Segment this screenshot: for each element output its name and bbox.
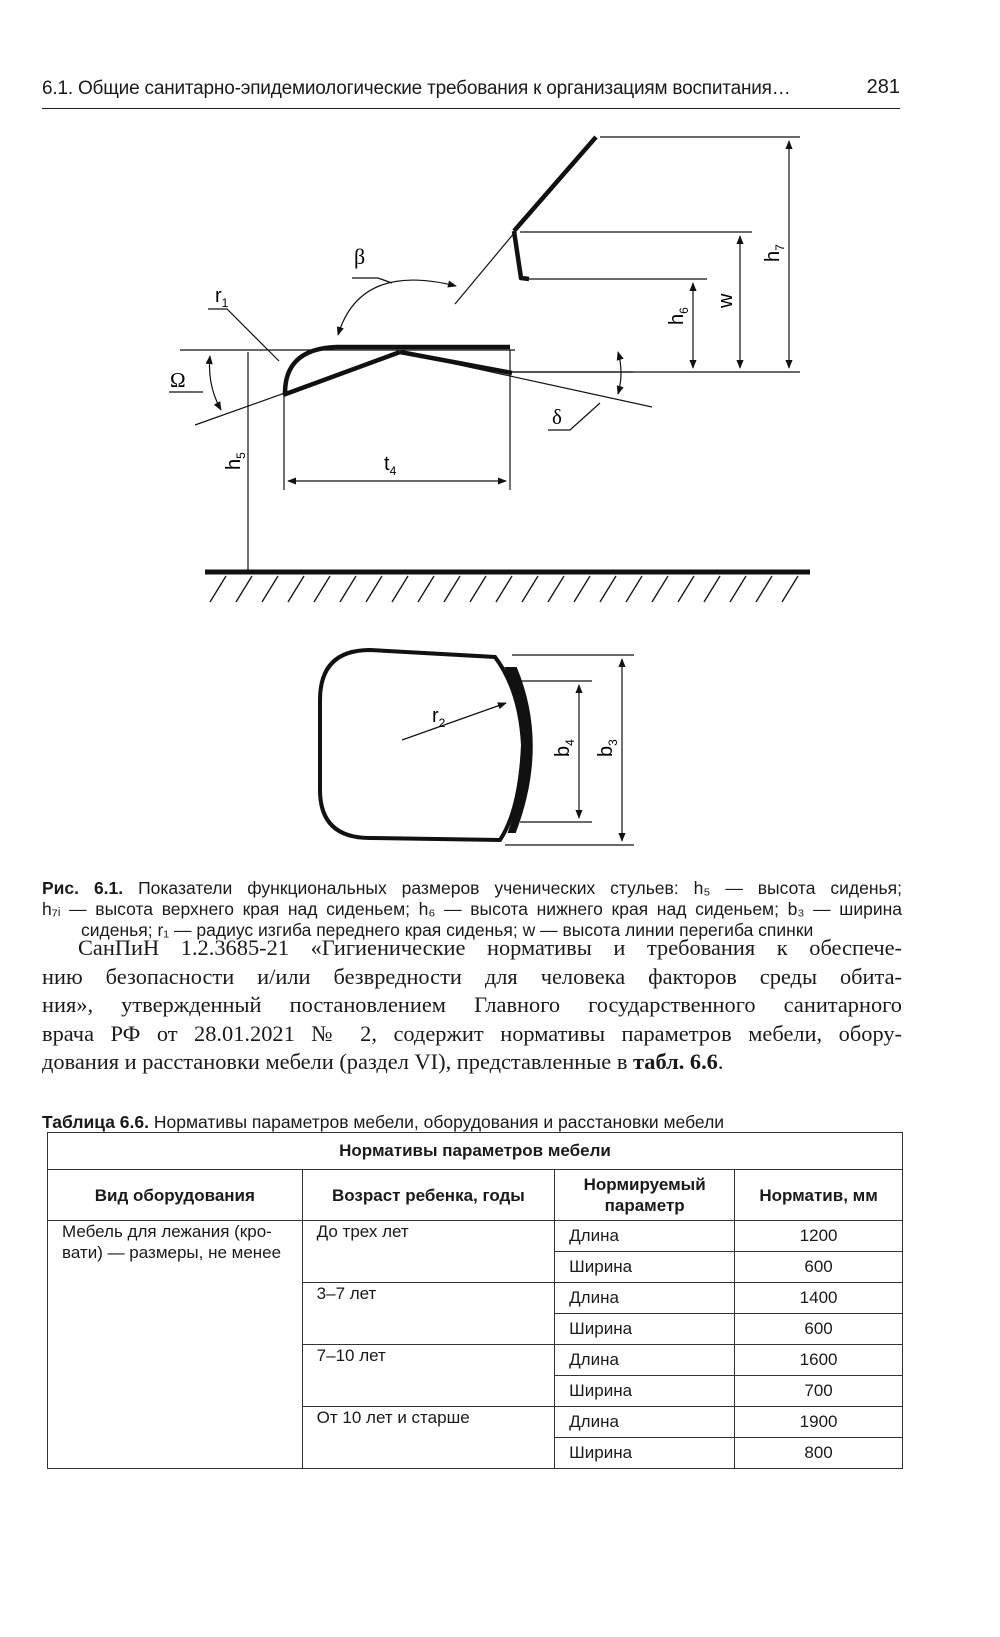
caption-line-1: Рис. 6.1. Показатели функциональных размеров ученических стульев: h₅ — высота сиденья; [42, 878, 902, 898]
parameter-cell: Длина [555, 1345, 735, 1376]
beta-label: β [354, 244, 366, 269]
top-view-drawing [320, 650, 634, 845]
body-line-1: СанПиН 1.2.3685-21 «Гигиенические нормативы и требования к обеспече- [78, 935, 902, 960]
norm-value-cell: 600 [735, 1314, 903, 1345]
parameter-cell: Длина [555, 1221, 735, 1252]
body-line-5: дования и расстановки мебели (раздел VI), представленные в табл. 6.6. [42, 1049, 724, 1074]
b4-label: $b_4$ [552, 739, 577, 757]
norm-value-cell: 700 [735, 1376, 903, 1407]
page-number: 281 [866, 76, 900, 98]
column-header-parameter: Нормируемый параметр [555, 1170, 735, 1221]
table-group-header-row [48, 1133, 903, 1170]
equipment-cell: Мебель для лежания (кро-вати) — размеры, не менее [48, 1221, 303, 1469]
furniture-norms-table [47, 1132, 903, 1469]
table-row [48, 1221, 903, 1252]
figure-caption [42, 878, 902, 941]
beta-leader [352, 278, 392, 283]
delta-arc [618, 352, 621, 394]
body-line-4: врача РФ от 28.01.2021 № 2, содержит нормативы параметров мебели, обору- [42, 1020, 902, 1046]
w-label: w [715, 293, 737, 308]
seat-front-radius [285, 347, 336, 395]
backrest-extension [455, 232, 515, 304]
r2-radius-arrow [402, 703, 506, 740]
table-header-row [48, 1170, 903, 1221]
parameter-cell: Длина [555, 1407, 735, 1438]
age-cell: 3–7 лет [302, 1283, 555, 1345]
parameter-cell: Ширина [555, 1314, 735, 1345]
table-group-header: Нормативы параметров мебели [48, 1133, 903, 1170]
norm-value-cell: 1200 [735, 1221, 903, 1252]
table-caption-label: Таблица 6.6. [42, 1112, 149, 1132]
norm-value-cell: 1400 [735, 1283, 903, 1314]
parameter-cell: Длина [555, 1283, 735, 1314]
norm-value-cell: 1600 [735, 1345, 903, 1376]
beta-arc [338, 280, 456, 335]
body-line-2: нию безопасности и/или безвредности для человека факторов среды обита- [42, 963, 902, 989]
r2-label: $r_2$ [432, 705, 446, 730]
floor-hatching [210, 576, 798, 602]
age-cell: До трех лет [302, 1221, 555, 1283]
delta-slope-line [400, 352, 652, 407]
seat-back-edge [506, 668, 532, 832]
omega-label: Ω [170, 368, 186, 392]
norm-value-cell: 1900 [735, 1407, 903, 1438]
column-header-norm: Норматив, мм [735, 1170, 903, 1221]
age-cell: 7–10 лет [302, 1345, 555, 1407]
h6-label: $h_6$ [666, 307, 691, 325]
t4-label: $t_4$ [384, 453, 397, 478]
table-reference: табл. 6.6 [633, 1049, 718, 1074]
running-title: 6.1. Общие санитарно-эпидемиологические требования к организациям воспитания… [42, 78, 791, 99]
column-header-age: Возраст ребенка, годы [302, 1170, 555, 1221]
backrest-upper [514, 137, 596, 231]
table-caption [42, 1112, 724, 1133]
column-header-equipment: Вид оборудования [48, 1170, 303, 1221]
parameter-cell: Ширина [555, 1376, 735, 1407]
b3-label: $b_3$ [595, 739, 620, 757]
table-caption-text: Нормативы параметров мебели, оборудования и расстановки мебели [153, 1112, 725, 1132]
body-paragraph [42, 934, 902, 1077]
parameter-cell: Ширина [555, 1252, 735, 1283]
r1-label: $r_1$ [215, 285, 229, 310]
backrest-lower [514, 231, 529, 279]
norm-value-cell: 800 [735, 1438, 903, 1469]
body-line-3: ния», утвержденный постановлением Главного государственного санитарного [42, 992, 902, 1017]
seat-outline [320, 650, 523, 840]
caption-line-3: сиденья; r₁ — радиус изгиба переднего края сиденья; w — высота линии перегиба спинки [81, 920, 814, 940]
norm-value-cell: 600 [735, 1252, 903, 1283]
r1-leader [208, 309, 279, 361]
caption-line-2: h₇ᵢ — высота верхнего края над сиденьем; h₆ — высота нижнего края над сиденьем; b₃ — ширина [42, 899, 902, 919]
side-view-drawing [169, 137, 810, 602]
h5-label: $h_5$ [223, 452, 248, 470]
age-cell: От 10 лет и старше [302, 1407, 555, 1469]
caption-label: Рис. 6.1. [42, 878, 124, 898]
delta-label: δ [552, 405, 562, 429]
parameter-cell: Ширина [555, 1438, 735, 1469]
omega-arc [209, 356, 221, 410]
h7-label: $h_7$ [762, 244, 787, 262]
